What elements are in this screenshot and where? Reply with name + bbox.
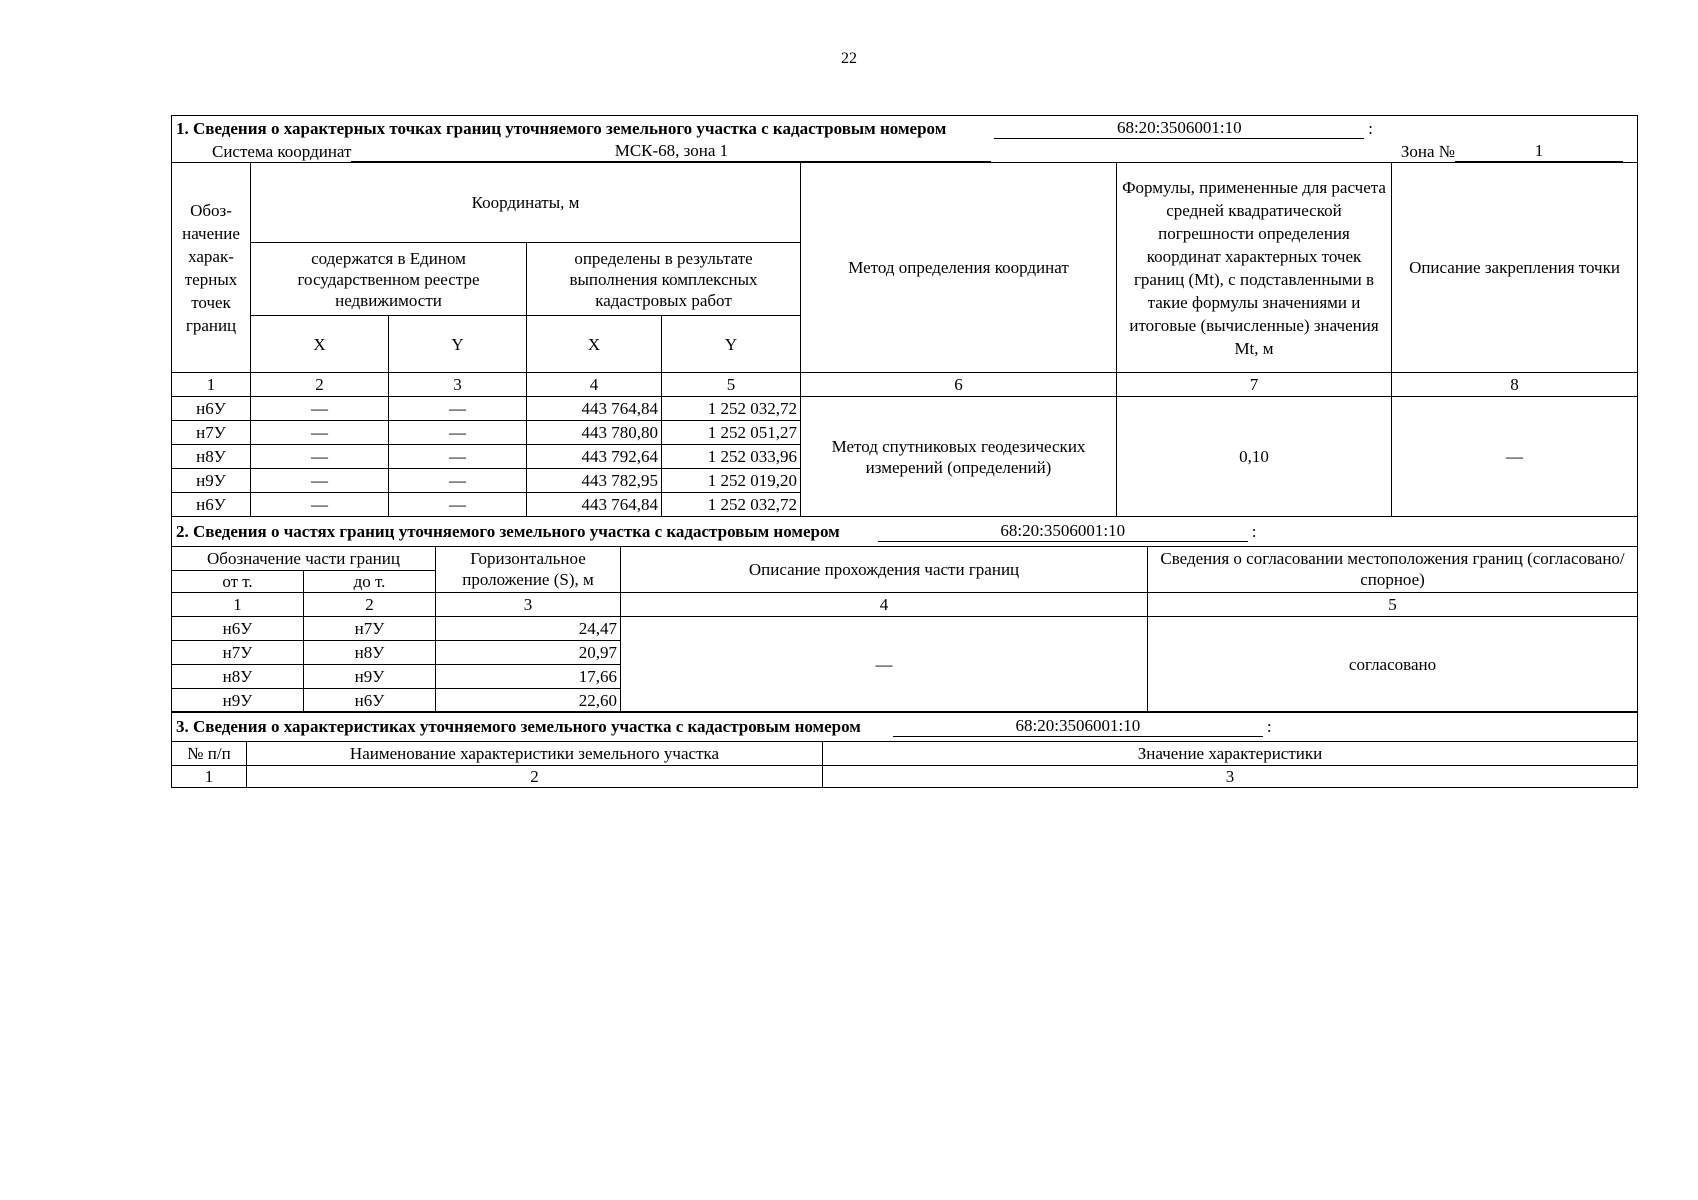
section3-table	[171, 711, 1638, 788]
cadastral-document	[171, 115, 1637, 788]
zone-value: 1	[1455, 141, 1623, 162]
col-number: 5	[662, 373, 801, 397]
x-value: 443 780,80	[527, 421, 662, 445]
section3-suffix: :	[1266, 717, 1272, 736]
header-agreement: Сведения о согласовании местоположения границ (согласовано/спорное)	[1148, 546, 1638, 592]
x-egrn: —	[251, 397, 389, 421]
to-point: н7У	[304, 616, 436, 640]
section2-cadastral-number: 68:20:3506001:10	[878, 521, 1248, 542]
x-value: 443 764,84	[527, 397, 662, 421]
col-number: 7	[1117, 373, 1392, 397]
section2-table	[171, 516, 1638, 713]
agreement-value: согласовано	[1148, 616, 1638, 712]
header-in-egrn: содержатся в Едином государственном реестре недвижимости	[251, 243, 527, 316]
y-value: 1 252 032,72	[662, 493, 801, 517]
header-y-egrn: Y	[389, 316, 527, 373]
col-number: 3	[389, 373, 527, 397]
horizontal-value: 20,97	[436, 640, 621, 664]
header-char-name: Наименование характеристики земельного участка	[247, 742, 823, 766]
col-number: 1	[172, 373, 251, 397]
to-point: н9У	[304, 664, 436, 688]
col-number: 2	[247, 766, 823, 788]
zone-label: Зона №	[1400, 142, 1456, 161]
section3-cadastral-number: 68:20:3506001:10	[893, 716, 1263, 737]
horizontal-value: 17,66	[436, 664, 621, 688]
header-x-egrn: X	[251, 316, 389, 373]
header-formulas: Формулы, примененные для расчета средней квадратической погрешности определения координат характерных точек границ (Mt), с подставленными в такие формулы значениями и итоговые (вычисленные) значения Mt, м	[1117, 163, 1392, 373]
x-value: 443 764,84	[527, 493, 662, 517]
to-point: н6У	[304, 688, 436, 712]
y-egrn: —	[389, 397, 527, 421]
col-number: 1	[172, 592, 304, 616]
coord-system-label: Система координат	[212, 142, 352, 161]
section1-suffix: :	[1368, 119, 1374, 138]
header-fixation: Описание закрепления точки	[1392, 163, 1638, 373]
from-point: н9У	[172, 688, 304, 712]
page-number: 22	[841, 50, 857, 67]
point-name: н6У	[172, 397, 251, 421]
y-value: 1 252 019,20	[662, 469, 801, 493]
header-char-value: Значение характеристики	[823, 742, 1638, 766]
section3-col-numbers	[172, 766, 1638, 788]
to-point: н8У	[304, 640, 436, 664]
table-row	[172, 616, 1638, 640]
mt-value: 0,10	[1117, 397, 1392, 517]
fixation-value: —	[1392, 397, 1638, 517]
horizontal-value: 24,47	[436, 616, 621, 640]
col-number: 2	[304, 592, 436, 616]
from-point: н7У	[172, 640, 304, 664]
header-to: до т.	[304, 570, 436, 592]
section1-header	[172, 116, 1638, 163]
col-number: 8	[1392, 373, 1638, 397]
section2-title: 2. Сведения о частях границ уточняемого земельного участка с кадастровым номером	[176, 521, 840, 541]
section1-table	[171, 115, 1638, 517]
header-from: от т.	[172, 570, 304, 592]
header-horizontal: Горизонтальное проложение (S), м	[436, 546, 621, 592]
horizontal-value: 22,60	[436, 688, 621, 712]
header-part-designation: Обозначение части границ	[172, 546, 436, 570]
x-value: 443 782,95	[527, 469, 662, 493]
section1-col-numbers	[172, 373, 1638, 397]
x-value: 443 792,64	[527, 445, 662, 469]
header-num: № п/п	[172, 742, 247, 766]
header-determined: определены в результате выполнения комплексных кадастровых работ	[527, 243, 801, 316]
section2-col-numbers	[172, 592, 1638, 616]
point-name: н6У	[172, 493, 251, 517]
x-egrn: —	[251, 445, 389, 469]
col-number: 4	[527, 373, 662, 397]
coord-system-value: МСК-68, зона 1	[351, 141, 991, 162]
table-row	[172, 397, 1638, 421]
y-value: 1 252 033,96	[662, 445, 801, 469]
y-egrn: —	[389, 421, 527, 445]
section2-header	[172, 516, 1638, 546]
col-number: 1	[172, 766, 247, 788]
header-x: X	[527, 316, 662, 373]
description-value: —	[621, 616, 1148, 712]
col-number: 4	[621, 592, 1148, 616]
col-number: 3	[823, 766, 1638, 788]
y-value: 1 252 051,27	[662, 421, 801, 445]
section3-title: 3. Сведения о характеристиках уточняемого земельного участка с кадастровым номером	[176, 717, 861, 736]
x-egrn: —	[251, 493, 389, 517]
section2-suffix: :	[1251, 521, 1257, 541]
section1-cadastral-number: 68:20:3506001:10	[994, 118, 1364, 139]
x-egrn: —	[251, 469, 389, 493]
col-number: 5	[1148, 592, 1638, 616]
x-egrn: —	[251, 421, 389, 445]
point-name: н8У	[172, 445, 251, 469]
from-point: н6У	[172, 616, 304, 640]
from-point: н8У	[172, 664, 304, 688]
col-number: 3	[436, 592, 621, 616]
method-value: Метод спутниковых геодезических измерений (определений)	[801, 397, 1117, 517]
header-coordinates: Координаты, м	[251, 163, 801, 243]
section1-title: 1. Сведения о характерных точках границ уточняемого земельного участка с кадастровым номером	[176, 119, 947, 138]
y-value: 1 252 032,72	[662, 397, 801, 421]
section3-header	[172, 712, 1638, 742]
header-method: Метод определения координат	[801, 163, 1117, 373]
col-number: 6	[801, 373, 1117, 397]
header-y: Y	[662, 316, 801, 373]
y-egrn: —	[389, 493, 527, 517]
header-description: Описание прохождения части границ	[621, 546, 1148, 592]
header-point-designation: Обоз-начение харак-терных точек границ	[172, 163, 251, 373]
point-name: н9У	[172, 469, 251, 493]
col-number: 2	[251, 373, 389, 397]
y-egrn: —	[389, 469, 527, 493]
point-name: н7У	[172, 421, 251, 445]
y-egrn: —	[389, 445, 527, 469]
